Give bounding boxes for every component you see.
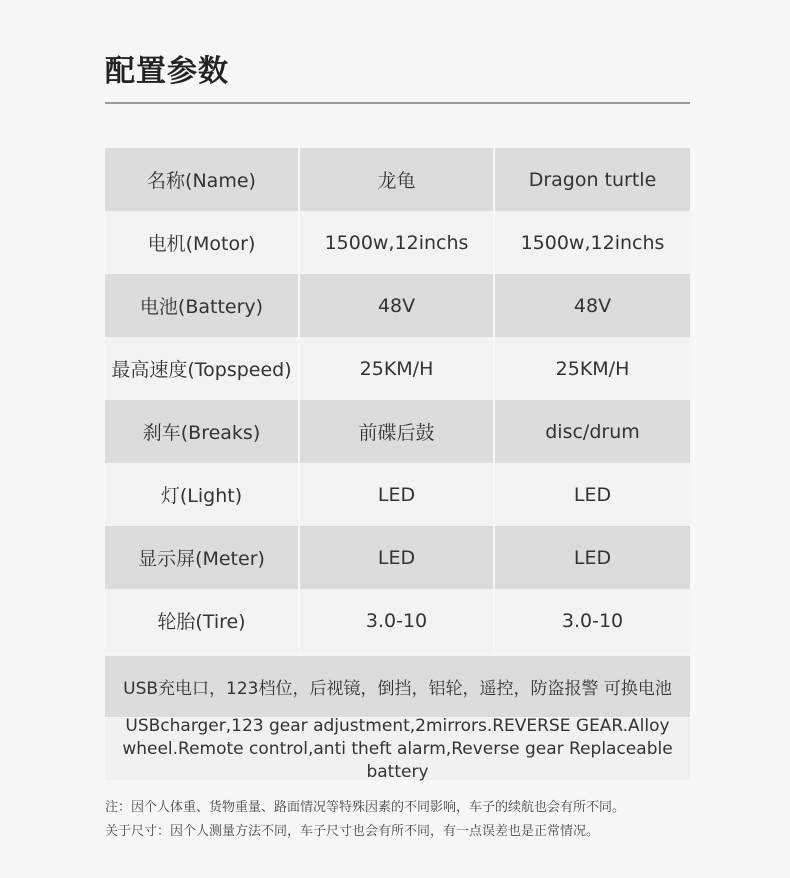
- features-english: [105, 715, 690, 782]
- spec-value: LED: [300, 526, 495, 589]
- spec-label: 刹车(Breaks): [105, 400, 300, 463]
- spec-value: 25KM/H: [495, 337, 690, 400]
- spec-value: 龙龟: [300, 148, 495, 211]
- spec-value: 48V: [495, 274, 690, 337]
- spec-value: 3.0-10: [495, 589, 690, 652]
- spec-value: disc/drum: [495, 400, 690, 463]
- spec-label: 最高速度(Topspeed): [105, 337, 300, 400]
- spec-value: LED: [495, 463, 690, 526]
- title-divider: [105, 102, 690, 104]
- spec-label: 显示屏(Meter): [105, 526, 300, 589]
- spec-value: 前碟后鼓: [300, 400, 495, 463]
- spec-value: 3.0-10: [300, 589, 495, 652]
- spec-label: 电池(Battery): [105, 274, 300, 337]
- spec-label: 电机(Motor): [105, 211, 300, 274]
- features-english-line1: USBcharger,123 gear adjustment,2mirrors.REVERSE GEAR.Alloy: [125, 715, 670, 736]
- spec-table: [105, 148, 690, 652]
- note-range: 注：因个人体重、货物重量、路面情况等特殊因素的不同影响，车子的续航也会有所不同。: [105, 800, 626, 815]
- spec-value: 1500w,12inchs: [300, 211, 495, 274]
- features-english-line2: wheel.Remote control,anti theft alarm,Reverse gear Replaceable battery: [122, 738, 673, 782]
- spec-value: 48V: [300, 274, 495, 337]
- note-size: 关于尺寸：因个人测量方法不同，车子尺寸也会有所不同，有一点误差也是正常情况。: [105, 824, 600, 839]
- spec-value: LED: [300, 463, 495, 526]
- spec-value: 25KM/H: [300, 337, 495, 400]
- spec-label: 轮胎(Tire): [105, 589, 300, 652]
- spec-label: 灯(Light): [105, 463, 300, 526]
- spec-value: 1500w,12inchs: [495, 211, 690, 274]
- page-title: 配置参数: [105, 54, 229, 89]
- spec-value: LED: [495, 526, 690, 589]
- spec-label: 名称(Name): [105, 148, 300, 211]
- features-chinese: USB充电口，123档位，后视镜，倒挡，铝轮，遥控，防盗报警 可换电池: [105, 656, 690, 717]
- spec-value: Dragon turtle: [495, 148, 690, 211]
